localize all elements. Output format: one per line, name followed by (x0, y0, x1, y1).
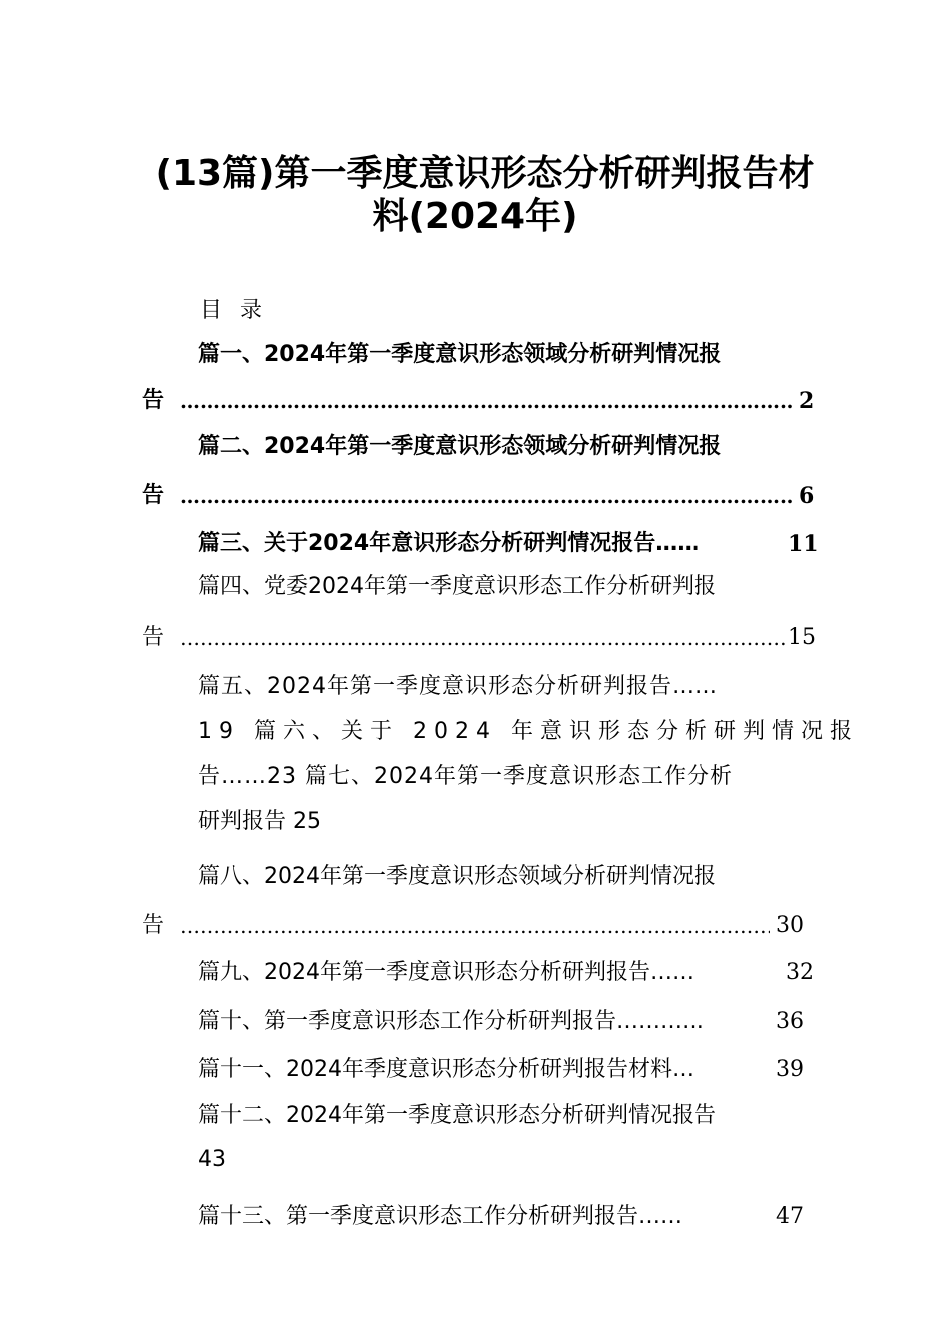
document-title-line-2: 料(2024年) (372, 196, 578, 237)
toc-entry-12-title[interactable]: 篇十二、2024年第一季度意识形态分析研判情况报告 (198, 1103, 716, 1128)
toc-entry-11-title[interactable]: 篇十一、2024年季度意识形态分析研判报告材料… (198, 1057, 694, 1082)
toc-leader-1 (180, 386, 792, 416)
toc-entry-6-line[interactable]: 19 篇六、关于 2024 年意识形态分析研判情况报 (198, 719, 859, 744)
toc-entry-1-page[interactable]: 2 (799, 388, 815, 414)
toc-entry-2-tail: 告 (142, 483, 165, 508)
toc-entry-9-title[interactable]: 篇九、2024年第一季度意识形态分析研判报告…… (198, 960, 694, 985)
toc-entry-8-page[interactable]: 30 (776, 913, 804, 938)
toc-leader-4 (180, 623, 786, 653)
toc-entry-2-page[interactable]: 6 (799, 483, 815, 509)
toc-entry-8-tail: 告 (142, 913, 165, 938)
toc-entry-13-page[interactable]: 47 (776, 1204, 804, 1229)
toc-leader-8 (180, 911, 770, 941)
toc-entry-9-page[interactable]: 32 (786, 960, 814, 985)
toc-entry-1-title[interactable]: 篇一、2024年第一季度意识形态领域分析研判情况报 (198, 342, 722, 367)
toc-heading: 目录 (200, 298, 281, 323)
toc-entry-4-page[interactable]: 15 (788, 625, 816, 650)
toc-entry-4-title[interactable]: 篇四、党委2024年第一季度意识形态工作分析研判报 (198, 574, 716, 599)
toc-entry-7-line[interactable]: 告……23 篇七、2024年第一季度意识形态工作分析 (198, 764, 733, 789)
toc-entry-2-title[interactable]: 篇二、2024年第一季度意识形态领域分析研判情况报 (198, 434, 722, 459)
toc-entry-5-line[interactable]: 篇五、2024年第一季度意识形态分析研判报告…… (198, 674, 718, 699)
document-title-line-1: (13篇)第一季度意识形态分析研判报告材 (155, 153, 815, 194)
toc-entry-3-title[interactable]: 篇三、关于2024年意识形态分析研判情况报告…… (198, 531, 700, 556)
toc-entry-10-page[interactable]: 36 (776, 1009, 804, 1034)
toc-leader-2 (180, 481, 792, 511)
toc-entry-11-page[interactable]: 39 (776, 1057, 804, 1082)
toc-entry-7-line-2[interactable]: 研判报告 25 (198, 809, 321, 834)
toc-entry-8-title[interactable]: 篇八、2024年第一季度意识形态领域分析研判情况报 (198, 864, 716, 889)
toc-entry-10-title[interactable]: 篇十、第一季度意识形态工作分析研判报告………… (198, 1009, 705, 1034)
toc-entry-1-tail: 告 (142, 388, 165, 413)
toc-entry-3-page[interactable]: 11 (788, 531, 819, 557)
toc-entry-4-tail: 告 (142, 625, 165, 650)
toc-entry-13-title[interactable]: 篇十三、第一季度意识形态工作分析研判报告…… (198, 1204, 683, 1229)
toc-entry-12-page[interactable]: 43 (198, 1147, 226, 1172)
